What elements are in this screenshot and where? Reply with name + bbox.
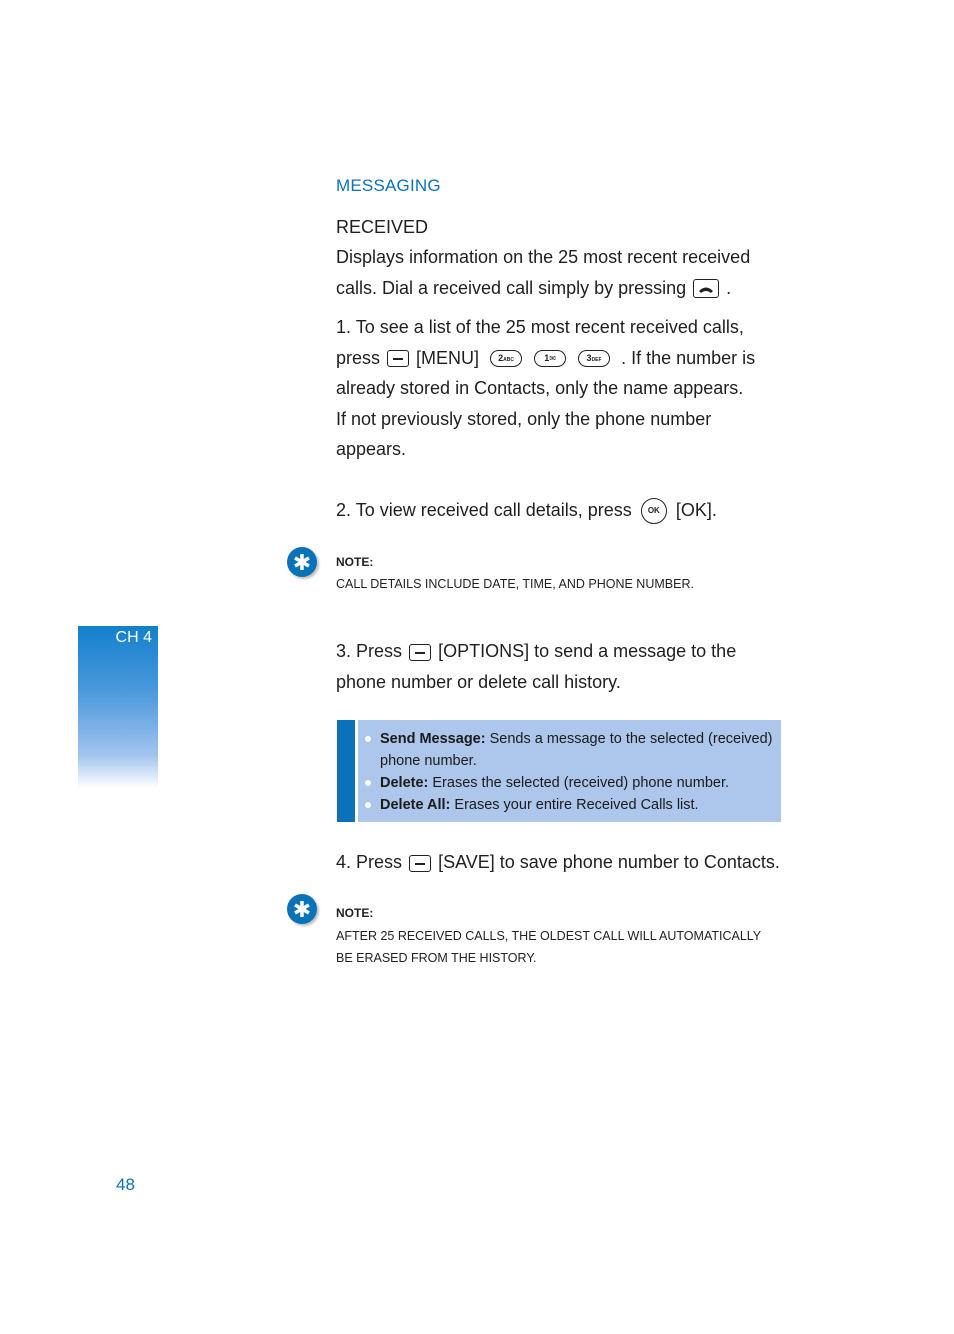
note-1-text: CALL DETAILS INCLUDE DATE, TIME, AND PHONE NUMBER.	[336, 577, 694, 591]
step-4: 4. Press [SAVE] to save phone number to Contacts.	[336, 852, 780, 872]
step-1-line-4: If not previously stored, only the phone number	[336, 408, 712, 429]
options-callout	[337, 720, 781, 822]
section-title: MESSAGING	[336, 176, 441, 195]
step-3	[336, 636, 781, 697]
right-soft-key-icon	[409, 644, 431, 661]
page-number: 48	[116, 1175, 135, 1194]
key-2-icon: 2ABC	[490, 350, 522, 367]
key-1-icon: 1✉	[534, 350, 566, 367]
callout-accent-bar	[337, 720, 355, 822]
step-1	[336, 312, 781, 465]
step-1-line-2: press [MENU] 2ABC 1✉ 3DEF . If the number is	[336, 347, 756, 368]
step-3-line-1: 3. Press [OPTIONS] to send a message to the	[336, 641, 737, 661]
call-key-icon	[693, 279, 719, 298]
step-2: 2. To view received call details, press OK [OK].	[336, 495, 781, 526]
subheading-received: RECEIVED	[336, 217, 429, 237]
left-soft-key-icon	[409, 855, 431, 872]
key-3-icon: 3DEF	[578, 350, 610, 367]
chapter-label: CH 4	[115, 629, 152, 646]
step-1-line-1: 1. To see a list of the 25 most recent received calls,	[336, 317, 744, 337]
list-item: Delete: Erases the selected (received) phone number.	[365, 772, 775, 794]
intro-line-2: calls. Dial a received call simply by pressing .	[336, 277, 732, 298]
asterisk-note-icon: ✱	[287, 894, 317, 924]
intro-paragraph	[336, 242, 781, 303]
options-list	[365, 728, 775, 816]
step-1-line-5: appears.	[336, 439, 407, 459]
ok-key-icon: OK	[641, 498, 667, 524]
list-item: Delete All: Erases your entire Received Calls list.	[365, 794, 775, 816]
note-2-label: NOTE:	[336, 906, 374, 920]
asterisk-note-icon: ✱	[287, 547, 317, 577]
step-1-line-3: already stored in Contacts, only the name appears.	[336, 378, 744, 398]
intro-line-1: Displays information on the 25 most recent received	[336, 247, 751, 267]
left-soft-key-icon	[387, 350, 409, 367]
list-item: Send Message: Sends a message to the selected (received) phone number.	[365, 728, 775, 772]
note-2-text: AFTER 25 RECEIVED CALLS, THE OLDEST CALL WILL AUTOMATICALLY BE ERASED FROM THE HISTORY.	[336, 929, 761, 965]
note-1-label: NOTE:	[336, 555, 374, 569]
step-3-line-2: phone number or delete call history.	[336, 671, 621, 692]
chapter-tab	[78, 626, 158, 788]
